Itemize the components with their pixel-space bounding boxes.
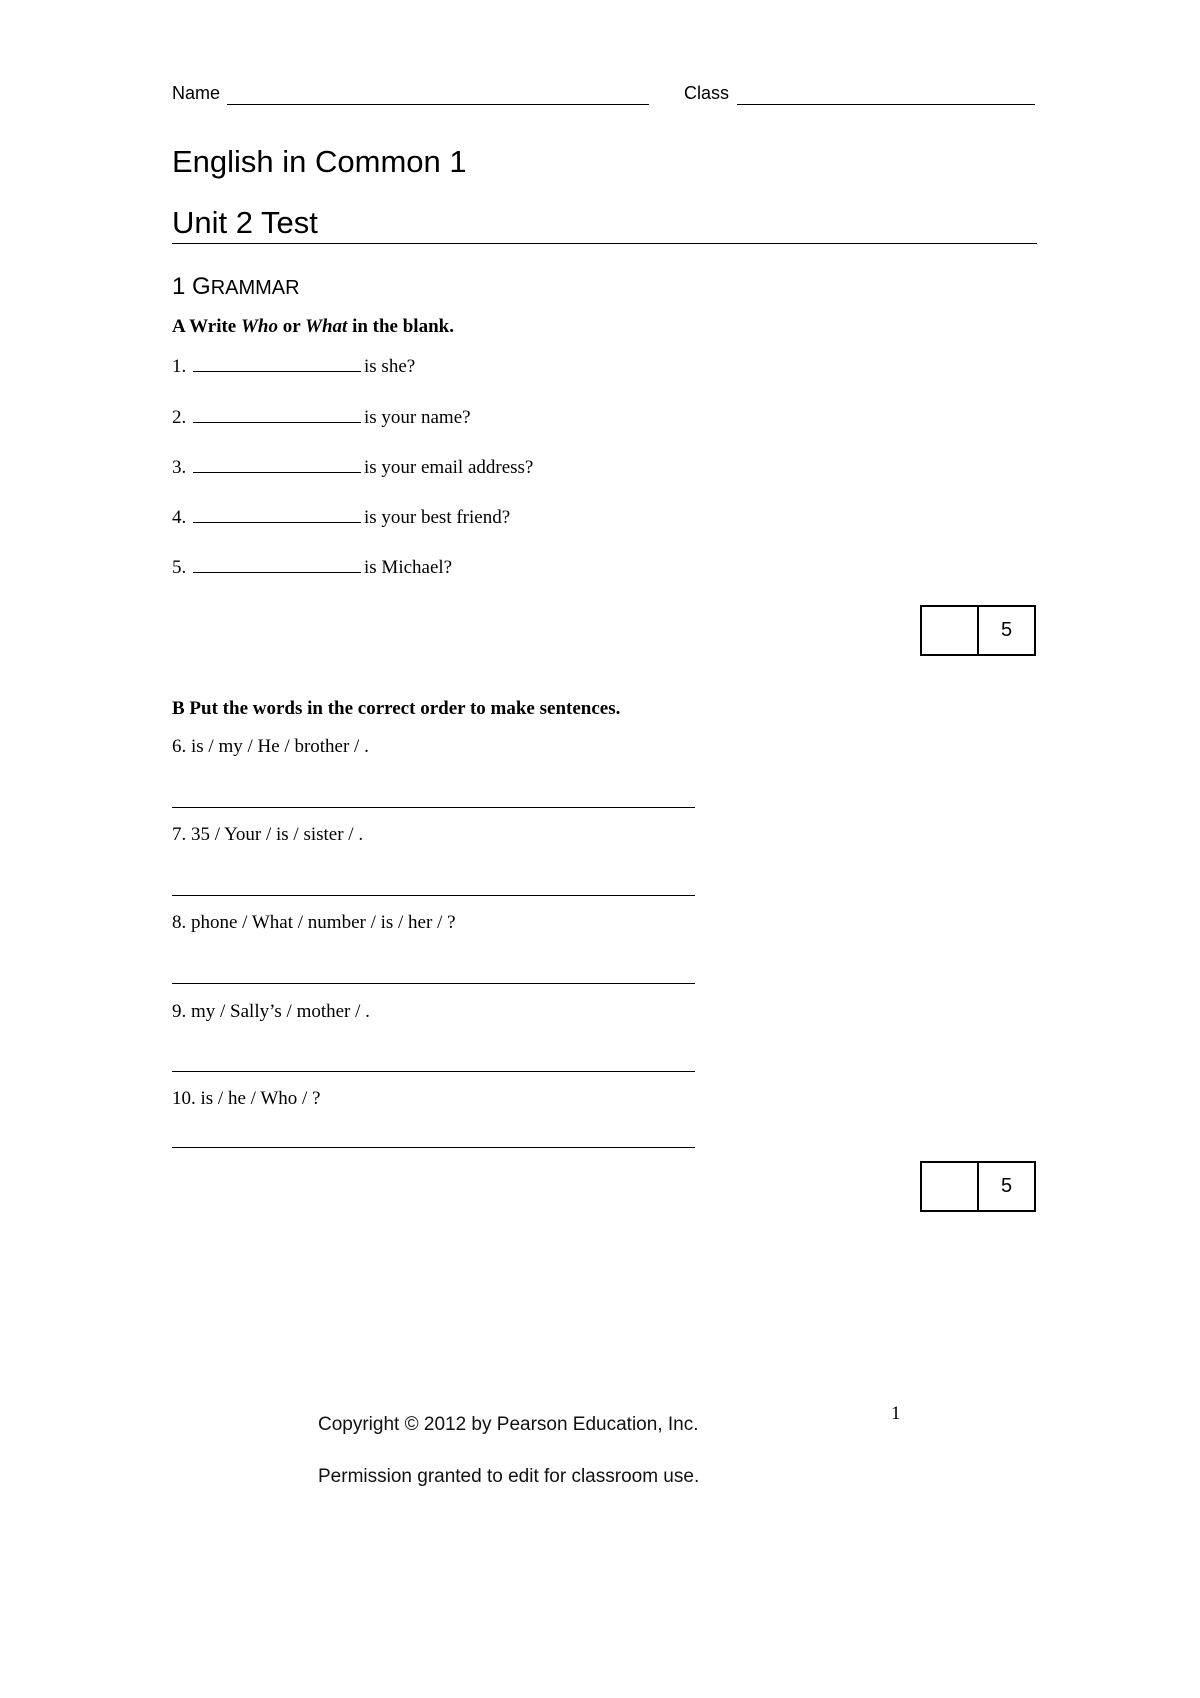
answer-line[interactable] [172,895,695,896]
section-heading [172,273,300,301]
class-label: Class [684,83,730,103]
name-label: Name [172,83,221,103]
name-field[interactable] [227,104,649,105]
answer-blank[interactable] [193,456,361,473]
part-b-item: 8. phone / What / number / is / her / ? [172,912,456,933]
part-a-item: 3. is your email address? [172,457,534,478]
part-a-score-box [920,605,1036,656]
course-title: English in Common 1 [172,144,467,179]
part-b-item: 6. is / my / He / brother / . [172,736,369,757]
part-b-item: 10. is / he / Who / ? [172,1088,321,1109]
answer-line[interactable] [172,1071,695,1072]
title-rule [172,243,1037,244]
answer-blank[interactable] [193,506,361,523]
answer-line[interactable] [172,983,695,984]
score-input-cell[interactable] [922,607,977,654]
score-total: 5 [977,607,1034,654]
part-a-item: 2. is your name? [172,407,471,428]
part-a-instruction: A Write Who or What in the blank. [172,316,454,337]
answer-blank[interactable] [193,355,361,372]
page-number: 1 [891,1403,901,1424]
part-a-item: 4. is your best friend? [172,507,511,528]
section-initial: G [192,273,211,300]
part-a-item: 5. is Michael? [172,557,453,578]
answer-blank[interactable] [193,406,361,423]
answer-line[interactable] [172,807,695,808]
part-b-score-box [920,1161,1036,1212]
permission-notice: Permission granted to edit for classroom use. [318,1466,700,1487]
section-rest: RAMMAR [210,277,300,299]
answer-line[interactable] [172,1147,695,1148]
part-b-item: 9. my / Sally’s / mother / . [172,1001,370,1022]
part-a-item: 1. is she? [172,356,416,377]
section-number: 1 [172,273,186,300]
unit-title: Unit 2 Test [172,205,318,240]
part-b-item: 7. 35 / Your / is / sister / . [172,824,364,845]
copyright-notice: Copyright © 2012 by Pearson Education, Inc. [318,1414,699,1435]
score-input-cell[interactable] [922,1163,977,1210]
part-b-instruction: B Put the words in the correct order to make sentences. [172,698,621,719]
class-field[interactable] [737,104,1035,105]
answer-blank[interactable] [193,556,361,573]
score-total: 5 [977,1163,1034,1210]
